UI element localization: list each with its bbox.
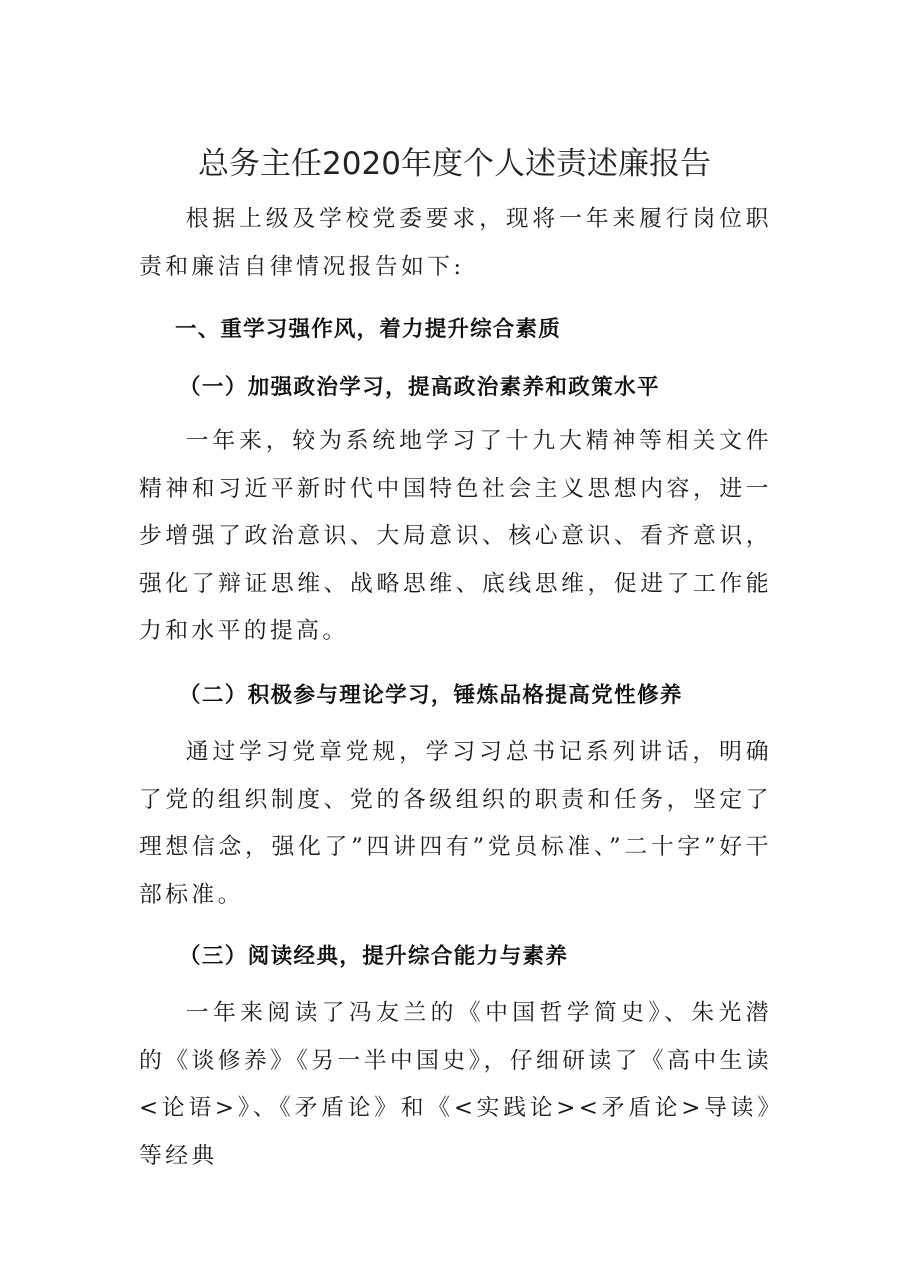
subsection-body-1: 一年来，较为系统地学习了十九大精神等相关文件精神和习近平新时代中国特色社会主义思想内容，进一步增强了政治意识、大局意识、核心意识、看齐意识，强化了辩证思维、战略思维、底线思维，促进了工作能力和水平的提高。 [139,428,772,644]
subsection-body-2: 通过学习党章党规，学习习总书记系列讲话，明确了党的组织制度、党的各级组织的职责和任务，坚定了理想信念，强化了”四讲四有”党员标准、”二十字”好干部标准。 [139,739,772,908]
subsection-heading-1: （一）加强政治学习，提高政治素养和政策水平 [179,375,660,400]
subsection-heading-2: （二）积极参与理论学习，锤炼品格提高党性修养 [179,683,683,708]
intro-paragraph: 根据上级及学校党委要求，现将一年来履行岗位职责和廉洁自律情况报告如下: [139,206,772,280]
subsection-heading-3: （三）阅读经典，提升综合能力与素养 [179,944,569,969]
subsection-body-3: 一年来阅读了冯友兰的《中国哲学简史》、朱光潜的《谈修养》《另一半中国史》，仔细研读了《高中生读<论语>》、《矛盾论》和《<实践论><矛盾论>导读》等经典 [139,1000,772,1169]
document-title: 总务主任2020年度个人述责述廉报告 [198,146,711,182]
section-heading-1: 一、重学习强作风，着力提升综合素质 [175,317,561,342]
